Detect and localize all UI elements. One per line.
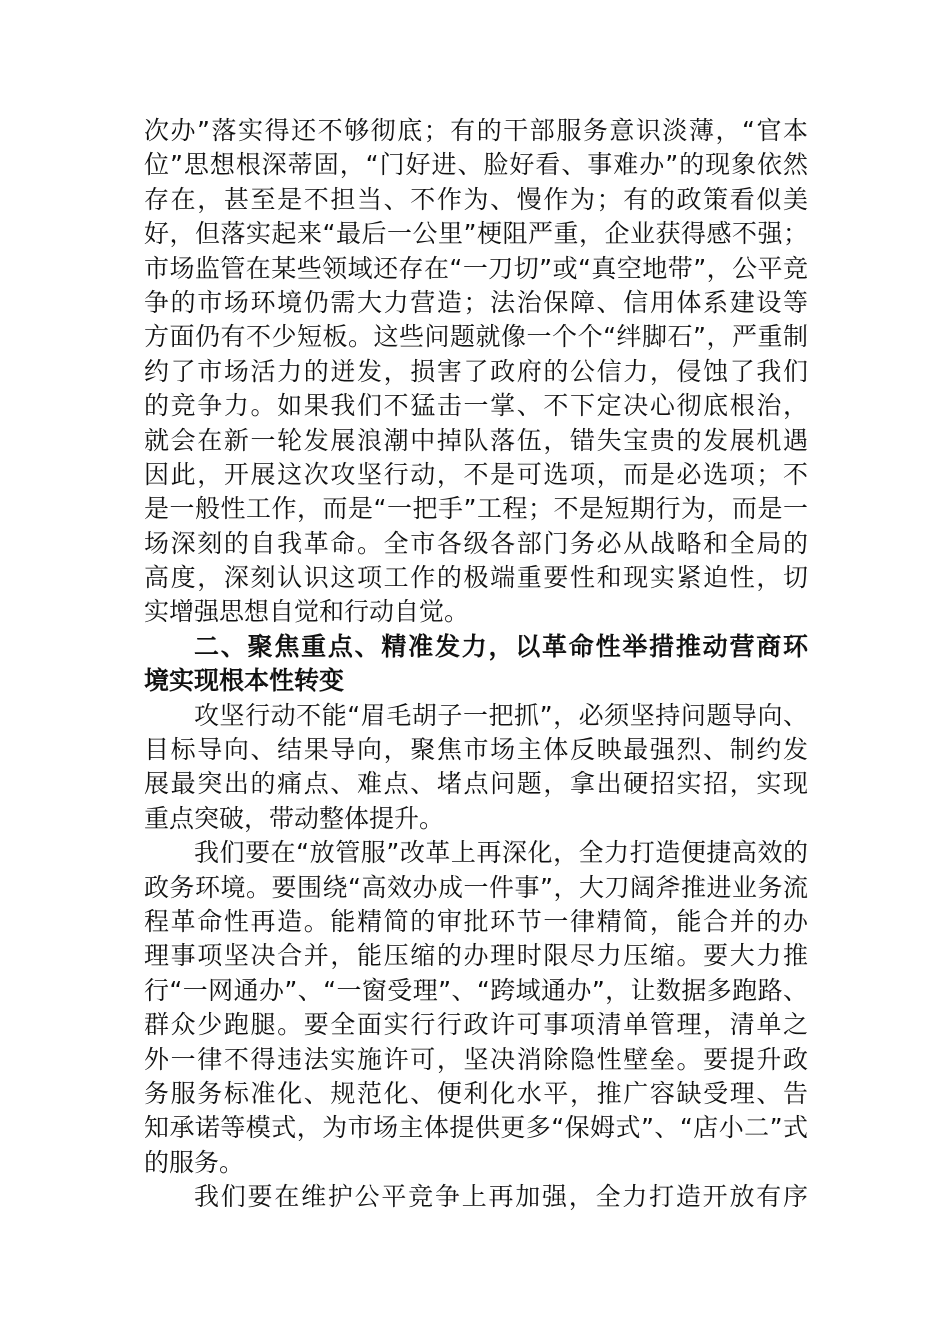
text-line: 实增强思想自觉和行动自觉。 [144,597,470,627]
text-line: 约了市场活力的迸发，损害了政府的公信力，侵蚀了我们 [144,356,808,386]
text-line: 是一般性工作，而是“一把手”工程；不是短期行为，而是一 [144,494,808,524]
text-line: 存在，甚至是不担当、不作为、慢作为；有的政策看似美 [144,184,808,214]
text-line: 展最突出的痛点、难点、堵点问题，拿出硬招实招，实现 [144,769,808,799]
text-line: 次办”落实得还不够彻底；有的干部服务意识淡薄，“官本 [144,116,808,145]
text-line: 政务环境。要围绕“高效办成一件事”，大刀阔斧推进业务流 [144,872,808,902]
text-line: 攻坚行动不能“眉毛胡子一把抓”，必须坚持问题导向、 [194,700,808,730]
text-line: 程革命性再造。能精简的审批环节一律精简，能合并的办 [144,906,808,936]
text-line: 的竞争力。如果我们不猛击一掌、不下定决心彻底根治， [144,391,808,421]
text-line: 高度，深刻认识这项工作的极端重要性和现实紧迫性，切 [144,563,808,593]
text-line: 争的市场环境仍需大力营造；法治保障、信用体系建设等 [144,287,808,317]
section-heading: 境实现根本性转变 [144,666,345,696]
text-line: 方面仍有不少短板。这些问题就像一个个“绊脚石”，严重制 [144,322,808,352]
text-line: 务服务标准化、规范化、便利化水平，推广容缺受理、告 [144,1078,808,1108]
text-line: 我们要在维护公平竞争上再加强，全力打造开放有序 [194,1182,808,1212]
text-line: 外一律不得违法实施许可，坚决消除隐性壁垒。要提升政 [144,1044,808,1074]
text-line: 知承诺等模式，为市场主体提供更多“保姆式”、“店小二”式 [144,1113,808,1143]
text-line: 市场监管在某些领域还存在“一刀切”或“真空地带”，公平竞 [144,253,808,283]
text-line: 重点突破，带动整体提升。 [144,803,445,833]
text-line: 的服务。 [144,1147,245,1177]
text-line: 群众少跑腿。要全面实行行政许可事项清单管理，清单之 [144,1010,808,1040]
text-line: 就会在新一轮发展浪潮中掉队落伍，错失宝贵的发展机遇 [144,425,808,455]
text-line: 因此，开展这次攻坚行动，不是可选项，而是必选项；不 [144,459,808,489]
text-line: 场深刻的自我革命。全市各级各部门务必从战略和全局的 [144,528,808,558]
document-body [144,114,808,1215]
text-line: 位”思想根深蒂固，“门好进、脸好看、事难办”的现象依然 [144,150,808,180]
text-line: 我们要在“放管服”改革上再深化，全力打造便捷高效的 [194,838,808,868]
section-heading: 二、聚焦重点、精准发力，以革命性举措推动营商环 [194,631,808,661]
text-line: 行“一网通办”、“一窗受理”、“跨域通办”，让数据多跑路、 [144,975,808,1005]
text-line: 理事项坚决合并，能压缩的办理时限尽力压缩。要大力推 [144,941,808,971]
text-line: 好，但落实起来“最后一公里”梗阻严重，企业获得感不强； [144,219,808,249]
text-line: 目标导向、结果导向，聚焦市场主体反映最强烈、制约发 [144,735,808,765]
